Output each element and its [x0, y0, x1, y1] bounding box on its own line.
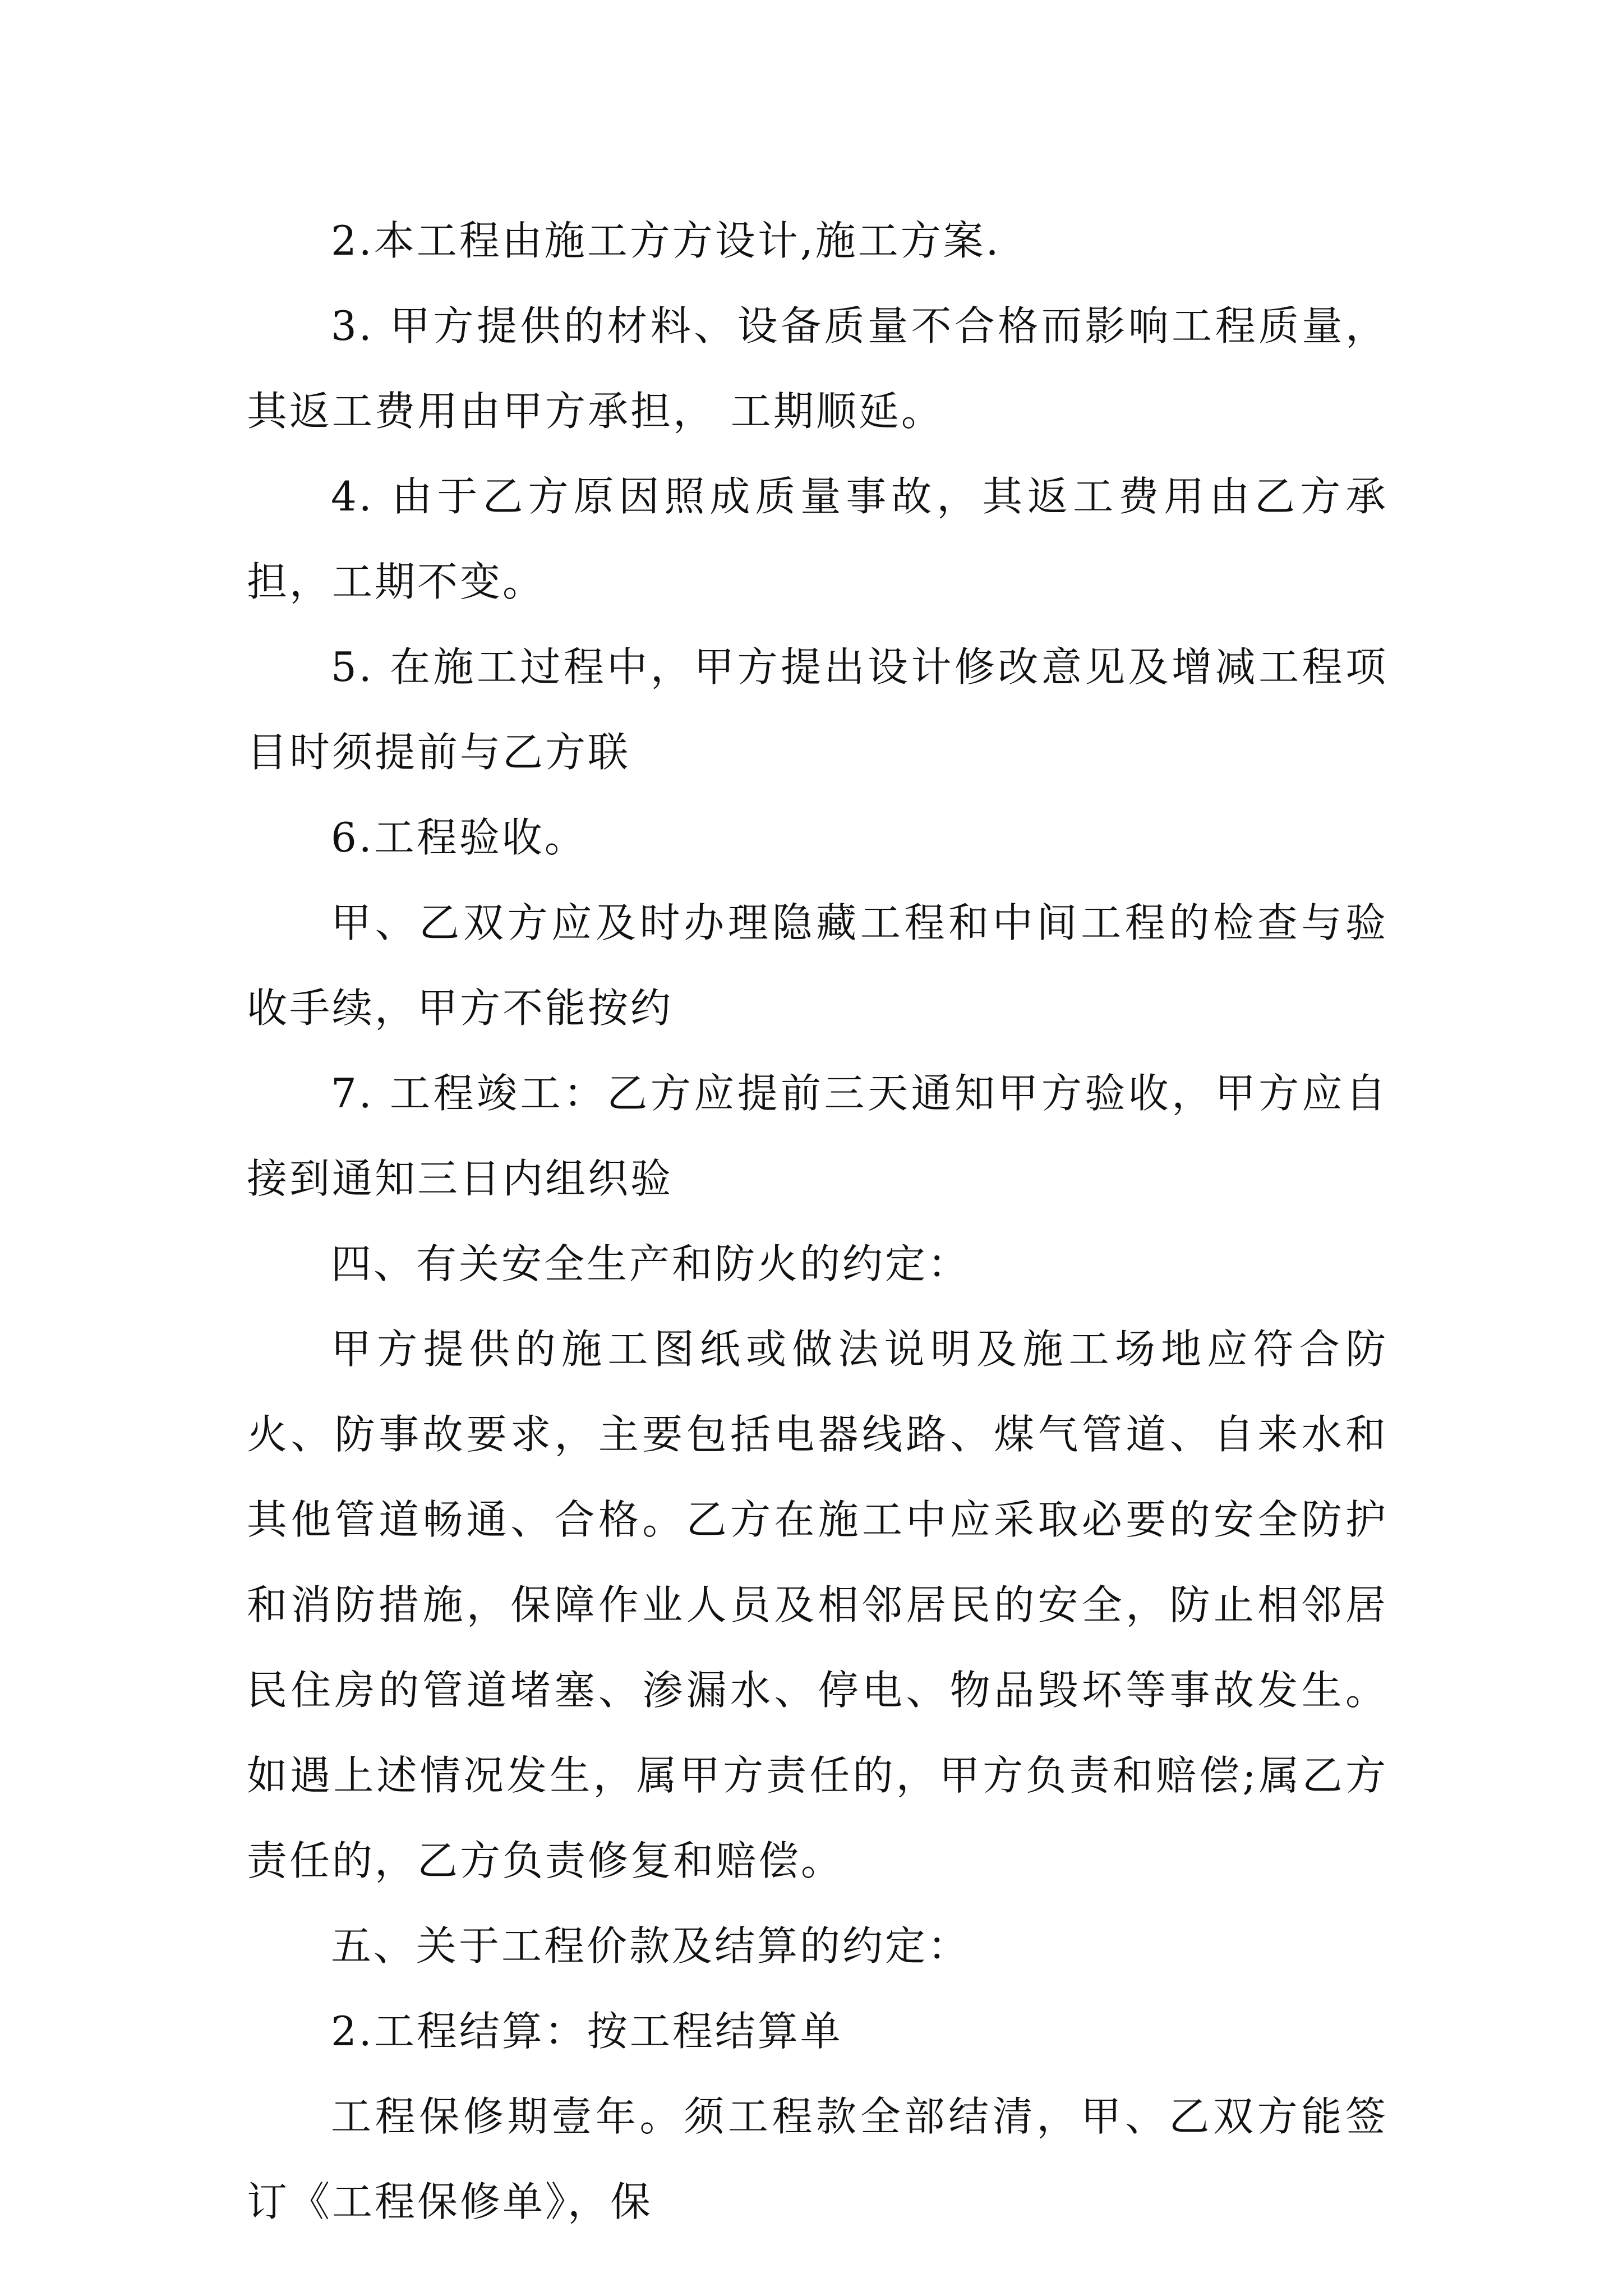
paragraph-material-quality: 3. 甲方提供的材料、设备质量不合格而影响工程质量，其返工费用由甲方承担， 工期顺延。	[247, 302, 1388, 435]
paragraph-hidden-works: 甲、乙双方应及时办理隐藏工程和中间工程的检查与验收手续，甲方不能按约	[247, 899, 1388, 1032]
section-heading-safety: 四、有关安全生产和防火的约定：	[331, 1240, 971, 1287]
paragraph-acceptance-heading: 6.工程验收。	[331, 814, 587, 861]
paragraph-warranty: 工程保修期壹年。须工程款全部结清，甲、乙双方能签订《工程保修单》，保	[247, 2093, 1388, 2225]
paragraph-settlement: 2.工程结算：按工程结算单	[331, 2008, 843, 2055]
paragraph-safety-fire: 甲方提供的施工图纸或做法说明及施工场地应符合防火、防事故要求，主要包括电器线路、煤气管道、自来水和其他管道畅通、合格。乙方在施工中应采取必要的安全防护和消防措施，保障作业人员及相邻居民的安全，防止相邻居民住房的管道堵塞、渗漏水、停电、物品毁坏等事故发生。如遇上述情况发生，属甲方责任的，甲方负责和赔偿;属乙方责任的，乙方负责修复和赔偿。	[247, 1326, 1388, 1884]
paragraph-design-plan: 2.本工程由施工方方设计,施工方案.	[331, 217, 1001, 264]
section-heading-payment: 五、关于工程价款及结算的约定：	[331, 1922, 971, 1970]
paragraph-completion: 7. 工程竣工：乙方应提前三天通知甲方验收，甲方应自接到通知三日内组织验	[247, 1070, 1388, 1202]
document-body	[247, 198, 1388, 2244]
paragraph-design-change: 5. 在施工过程中，甲方提出设计修改意见及增减工程项目时须提前与乙方联	[247, 643, 1388, 776]
paragraph-quality-accident: 4. 由于乙方原因照成质量事故，其返工费用由乙方承担，工期不变。	[247, 473, 1388, 605]
